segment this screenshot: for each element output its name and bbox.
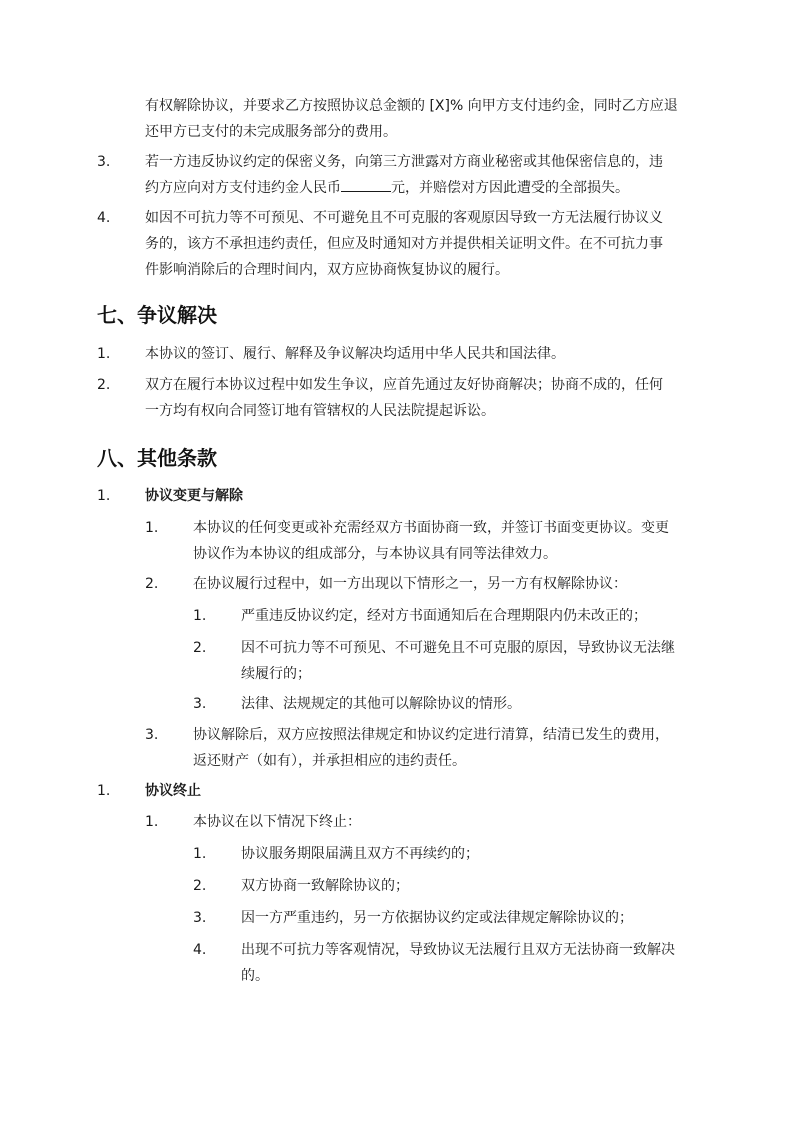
list-number: 2. bbox=[193, 878, 207, 894]
section-heading: 七、争议解决 bbox=[97, 303, 217, 327]
list-number: 4. bbox=[97, 210, 111, 226]
paragraph-line: 出现不可抗力等客观情况，导致协议无法履行且双方无法协商一致解决 bbox=[241, 942, 675, 958]
paragraph-line: 双方在履行本协议过程中如发生争议，应首先通过友好协商解决；协商不成的，任何 bbox=[145, 377, 663, 393]
paragraph-line: 在协议履行过程中，如一方出现以下情形之一，另一方有权解除协议： bbox=[193, 576, 627, 592]
list-number: 1. bbox=[193, 846, 207, 862]
list-number: 1. bbox=[97, 488, 111, 504]
list-number: 2. bbox=[145, 576, 159, 592]
paragraph-line: 协议解除后，双方应按照法律规定和协议约定进行清算，结清已发生的费用， bbox=[193, 727, 669, 743]
subsection-title: 协议终止 bbox=[145, 783, 201, 799]
paragraph-line: 务的，该方不承担违约责任，但应及时通知对方并提供相关证明文件。在不可抗力事 bbox=[145, 236, 663, 252]
paragraph-line: 有权解除协议，并要求乙方按照协议总金额的 [X]% 向甲方支付违约金，同时乙方应退 bbox=[145, 98, 678, 114]
text-before-blank: 约方应向对方支付违约金人民币 bbox=[145, 180, 341, 196]
paragraph-line bbox=[145, 175, 629, 201]
list-number: 3. bbox=[193, 910, 207, 926]
list-number: 2. bbox=[97, 377, 111, 393]
paragraph-line: 本协议的任何变更或补充需经双方书面协商一致，并签订书面变更协议。变更 bbox=[193, 520, 669, 536]
paragraph-line: 严重违反协议约定，经对方书面通知后在合理期限内仍未改正的； bbox=[241, 608, 647, 624]
paragraph-line: 双方协商一致解除协议的； bbox=[241, 878, 409, 894]
paragraph-line: 件影响消除后的合理时间内，双方应协商恢复协议的履行。 bbox=[145, 262, 509, 278]
list-number: 1. bbox=[145, 520, 159, 536]
paragraph-line: 因不可抗力等不可预见、不可避免且不可克服的原因，导致协议无法继 bbox=[241, 640, 675, 656]
paragraph-line: 本协议在以下情况下终止： bbox=[193, 814, 361, 830]
list-number: 1. bbox=[97, 346, 111, 362]
paragraph-line: 的。 bbox=[241, 968, 269, 984]
fill-in-blank bbox=[341, 175, 391, 192]
list-number: 3. bbox=[97, 154, 111, 170]
paragraph-line: 协议作为本协议的组成部分，与本协议具有同等法律效力。 bbox=[193, 546, 557, 562]
paragraph-line: 如因不可抗力等不可预见、不可避免且不可克服的客观原因导致一方无法履行协议义 bbox=[145, 210, 663, 226]
paragraph-line: 因一方严重违约，另一方依据协议约定或法律规定解除协议的； bbox=[241, 910, 633, 926]
list-number: 2. bbox=[193, 640, 207, 656]
section-heading: 八、其他条款 bbox=[97, 446, 217, 470]
subsection-title: 协议变更与解除 bbox=[145, 488, 243, 504]
paragraph-line: 还甲方已支付的未完成服务部分的费用。 bbox=[145, 124, 397, 140]
paragraph-line: 若一方违反协议约定的保密义务，向第三方泄露对方商业秘密或其他保密信息的，违 bbox=[145, 154, 663, 170]
text-after-blank: 元，并赔偿对方因此遭受的全部损失。 bbox=[391, 180, 629, 196]
list-number: 3. bbox=[193, 696, 207, 712]
paragraph-line: 一方均有权向合同签订地有管辖权的人民法院提起诉讼。 bbox=[145, 403, 495, 419]
list-number: 1. bbox=[97, 783, 111, 799]
paragraph-line: 法律、法规规定的其他可以解除协议的情形。 bbox=[241, 696, 521, 712]
list-number: 1. bbox=[145, 814, 159, 830]
paragraph-line: 返还财产（如有），并承担相应的违约责任。 bbox=[193, 753, 466, 769]
list-number: 4. bbox=[193, 942, 207, 958]
list-number: 3. bbox=[145, 727, 159, 743]
paragraph-line: 协议服务期限届满且双方不再续约的； bbox=[241, 846, 479, 862]
list-number: 1. bbox=[193, 608, 207, 624]
paragraph-line: 续履行的； bbox=[241, 666, 311, 682]
paragraph-line: 本协议的签订、履行、解释及争议解决均适用中华人民共和国法律。 bbox=[145, 346, 565, 362]
